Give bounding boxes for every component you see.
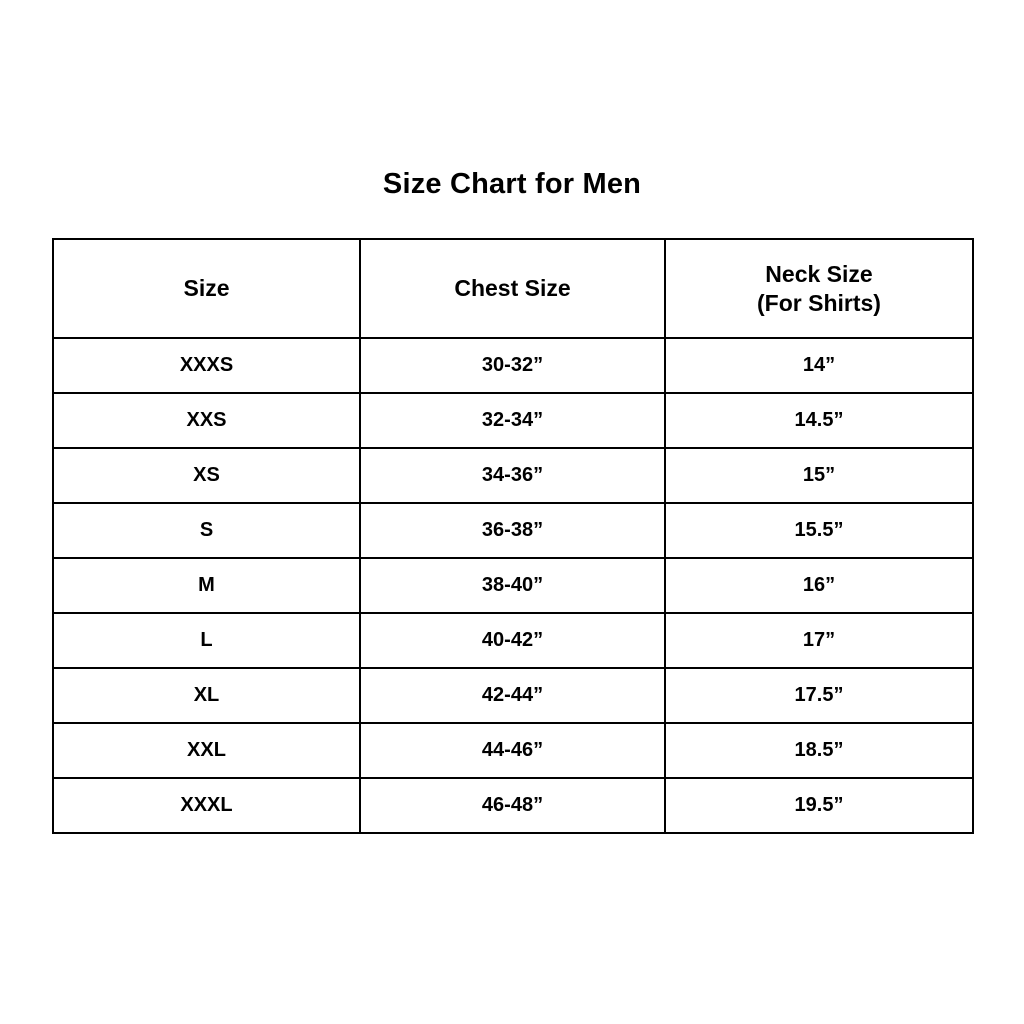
cell-neck: 18.5” bbox=[665, 723, 973, 778]
column-header-chest bbox=[360, 239, 665, 338]
cell-neck: 17” bbox=[665, 613, 973, 668]
cell-chest: 38-40” bbox=[360, 558, 665, 613]
column-header-neck bbox=[665, 239, 973, 338]
table-row bbox=[53, 668, 973, 723]
table-row bbox=[53, 393, 973, 448]
cell-neck: 17.5” bbox=[665, 668, 973, 723]
cell-neck: 19.5” bbox=[665, 778, 973, 833]
cell-size: XXXS bbox=[53, 338, 360, 393]
size-chart-table-container bbox=[52, 238, 972, 834]
column-header-size bbox=[53, 239, 360, 338]
table-row bbox=[53, 558, 973, 613]
column-header-neck-sublabel: (For Shirts) bbox=[757, 289, 881, 316]
cell-size: XS bbox=[53, 448, 360, 503]
table-header-row bbox=[53, 239, 973, 338]
cell-chest: 34-36” bbox=[360, 448, 665, 503]
table-header bbox=[53, 239, 973, 338]
table-row bbox=[53, 723, 973, 778]
table-row bbox=[53, 613, 973, 668]
table-body bbox=[53, 338, 973, 833]
cell-neck: 16” bbox=[665, 558, 973, 613]
cell-size: L bbox=[53, 613, 360, 668]
cell-chest: 44-46” bbox=[360, 723, 665, 778]
cell-size: XXS bbox=[53, 393, 360, 448]
table-row bbox=[53, 503, 973, 558]
cell-chest: 42-44” bbox=[360, 668, 665, 723]
cell-neck: 14.5” bbox=[665, 393, 973, 448]
size-chart-table bbox=[52, 238, 974, 834]
table-row bbox=[53, 448, 973, 503]
cell-chest: 46-48” bbox=[360, 778, 665, 833]
table-row bbox=[53, 778, 973, 833]
table-row bbox=[53, 338, 973, 393]
column-header-size-label: Size bbox=[183, 275, 230, 302]
cell-chest: 30-32” bbox=[360, 338, 665, 393]
cell-size: XXL bbox=[53, 723, 360, 778]
page-title: Size Chart for Men bbox=[382, 168, 642, 200]
cell-size: XL bbox=[53, 668, 360, 723]
cell-chest: 40-42” bbox=[360, 613, 665, 668]
cell-size: XXXL bbox=[53, 778, 360, 833]
cell-neck: 15” bbox=[665, 448, 973, 503]
column-header-neck-label: Neck Size bbox=[765, 260, 873, 287]
cell-neck: 14” bbox=[665, 338, 973, 393]
cell-chest: 32-34” bbox=[360, 393, 665, 448]
column-header-chest-label: Chest Size bbox=[454, 275, 571, 302]
cell-neck: 15.5” bbox=[665, 503, 973, 558]
cell-size: S bbox=[53, 503, 360, 558]
cell-size: M bbox=[53, 558, 360, 613]
cell-chest: 36-38” bbox=[360, 503, 665, 558]
